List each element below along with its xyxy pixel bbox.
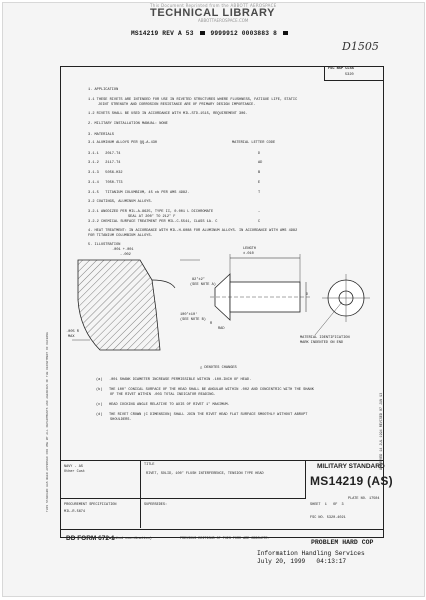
section-text: ILLUSTRATION: [94, 243, 121, 247]
fsc-label: FSC NSP CLSS: [328, 67, 354, 71]
proc-spec: MIL-R-5674: [64, 510, 86, 514]
section-text: FOR TITANIUM COLUMBIUM ALLOYS.: [88, 234, 153, 238]
head-angle-label: 82°±2°: [192, 278, 205, 282]
section-text: 2017-T4: [105, 152, 121, 156]
denotes-changes: △ DENOTES CHANGES: [200, 366, 237, 370]
handwritten-number: D1505: [342, 40, 379, 53]
ihs-footer: [257, 550, 365, 565]
length-label: LENGTH: [243, 247, 256, 251]
section-num: 3.1.5: [88, 191, 99, 195]
section-text: MATERIALS: [94, 133, 114, 137]
section-text: 5056-H32: [105, 171, 123, 175]
plate-number: PLATE NO. 17504: [348, 497, 380, 501]
banner-title: TECHNICAL LIBRARY: [150, 7, 276, 19]
section-num: 5.: [88, 243, 93, 247]
material-code: T: [258, 191, 261, 195]
material-code: C: [258, 220, 261, 224]
dd-form: DD FORM 672-1: [66, 535, 115, 542]
section-text: TITANIUM COLUMBIUM, 45 cb PER AMS 4982.: [105, 191, 190, 195]
section-text: RIVETS SHALL BE USED IN ACCORDANCE WITH MIL-STD-1515, REQUIREMENT 306.: [96, 112, 248, 116]
section-num: 1.1: [88, 98, 95, 102]
rad-label: RAD: [218, 327, 225, 331]
problem-stamp: PROBLEM HARD COP: [311, 539, 374, 546]
banner-url: ABBOTTAEROSPACE.COM: [198, 18, 249, 23]
section-num: 2.: [88, 122, 93, 126]
title-label: TITLE: [144, 463, 155, 467]
section-text: 2117-T4: [105, 161, 121, 165]
section-text: APPLICATION: [94, 88, 119, 92]
doc-header-left: MS14219 REV A 53: [131, 30, 194, 37]
dd-previous-editions: PREVIOUS EDITIONS OF THIS FORM ARE OBSOLETE.: [180, 537, 270, 541]
see-note-b: (SEE NOTE B): [180, 318, 206, 322]
military-standard-label: MILITARY STANDARD: [317, 463, 385, 470]
section-text: ANODIZED PER MIL-A-8625, TYPE II, 0.001 L DICHROMATE: [100, 210, 214, 214]
section-text: ALUMINUM ALLOYS PER QQ-A-430: [96, 141, 158, 145]
supersedes-label: SUPERSEDES:: [144, 503, 168, 507]
section-num: 3.: [88, 133, 93, 137]
section-num: 3.2.2: [88, 220, 99, 224]
custodian: NAVY - AS: [64, 465, 83, 469]
d-label: D: [306, 293, 309, 297]
section-text: SEAL AT 200° TO 212° F: [128, 215, 176, 219]
see-note-a: (SEE NOTE A): [190, 283, 216, 287]
section-num: 3.1.3: [88, 171, 99, 175]
dd-form-note: (Limited coordination): [107, 537, 152, 541]
other-custodian: Other Cust: [64, 470, 86, 474]
section-num: 3.2.1: [88, 210, 99, 214]
section-text: MILITARY INSTALLATION MANUAL: NONE: [94, 122, 168, 126]
section-text: JOINT STRENGTH AND CORROSION RESISTANCE ARE OF PRIMARY DESIGN IMPORTANCE.: [98, 103, 256, 107]
fsc-value: 5320: [345, 73, 354, 77]
sheet-label: SHEET 1 OF 3: [310, 503, 344, 507]
section-num: 3.1.1: [88, 152, 99, 156]
section-num: 3.2: [88, 200, 95, 204]
material-code: B: [258, 171, 261, 175]
doc-header: [131, 30, 290, 37]
head-angle2-label: 100°±10': [180, 313, 198, 317]
section-text: 7050-T73: [105, 181, 123, 185]
doc-header-middle: 9999912 0003883 8: [210, 30, 277, 37]
material-code: D: [258, 152, 261, 156]
barcode-block-icon: [283, 31, 288, 35]
section-num: 3.1: [88, 141, 95, 145]
dim-left-label: .005 R: [66, 330, 79, 334]
material-code: –: [258, 210, 261, 214]
r-label: R: [210, 322, 213, 326]
max-label: MAX: [68, 335, 75, 339]
material-code: E: [258, 181, 261, 185]
material-code-header: MATERIAL LETTER CODE: [232, 141, 276, 145]
ms-number: MS14219 (AS): [310, 474, 393, 488]
footer-line2: July 20, 1999 04:13:17: [257, 557, 347, 565]
material-id-2: MARK INDENTED ON END: [300, 341, 344, 345]
proc-spec-label: PROCUREMENT SPECIFICATION: [64, 503, 117, 507]
section-text: CHEMICAL SURFACE TREATMENT PER MIL-C-5541, CLASS 1A. C: [100, 220, 218, 224]
material-code: AD: [258, 161, 263, 165]
section-num: 3.1.4: [88, 181, 99, 185]
section-text: THESE RIVETS ARE INTENDED FOR USE IN RIVETED STRUCTURES WHERE FLUSHNESS, FATIGUE LIFE, STATIC: [96, 98, 298, 102]
section-text: HEAT TREATMENT: IN ACCORDANCE WITH MIL-H-6088 FOR ALUMINUM ALLOYS. IN ACCORDANCE WITH AMS 4982: [94, 229, 298, 233]
fsc-number: FSC NO. 5320-4021: [310, 516, 346, 520]
dod-approval-note: THIS STANDARD HAS BEEN APPROVED FOR USE BY ALL DEPARTMENTS AND AGENCIES OF THE DEPARTMENT OF DEFENSE: [46, 331, 49, 512]
section-text: COATINGS, ALUMINUM ALLOYS.: [96, 200, 153, 204]
banner-source: This Document Reprinted from the ABBOTT AEROSPACE: [150, 3, 277, 8]
section-num: 4.: [88, 229, 93, 233]
length-tol-label: ±.010: [243, 252, 254, 256]
dim-label: .001 +.001: [112, 248, 134, 252]
footer-line1: Information Handling Services: [257, 550, 365, 557]
section-num: 1.2: [88, 112, 95, 116]
barcode-block-icon: [200, 31, 205, 35]
title-text: RIVET, SOLID, 100° FLUSH INTERFERENCE, TENSION TYPE HEAD: [146, 472, 264, 476]
hatched-head-detail: [78, 260, 160, 350]
section-num: 3.1.2: [88, 161, 99, 165]
material-id-1: MATERIAL IDENTIFICATION: [300, 336, 350, 340]
approval-side-note: APPROVED 14 JUL 1994 REVISED 07 JUN 93: [380, 392, 384, 470]
section-num: 1.: [88, 88, 93, 92]
dim-label: -.002: [120, 253, 131, 257]
